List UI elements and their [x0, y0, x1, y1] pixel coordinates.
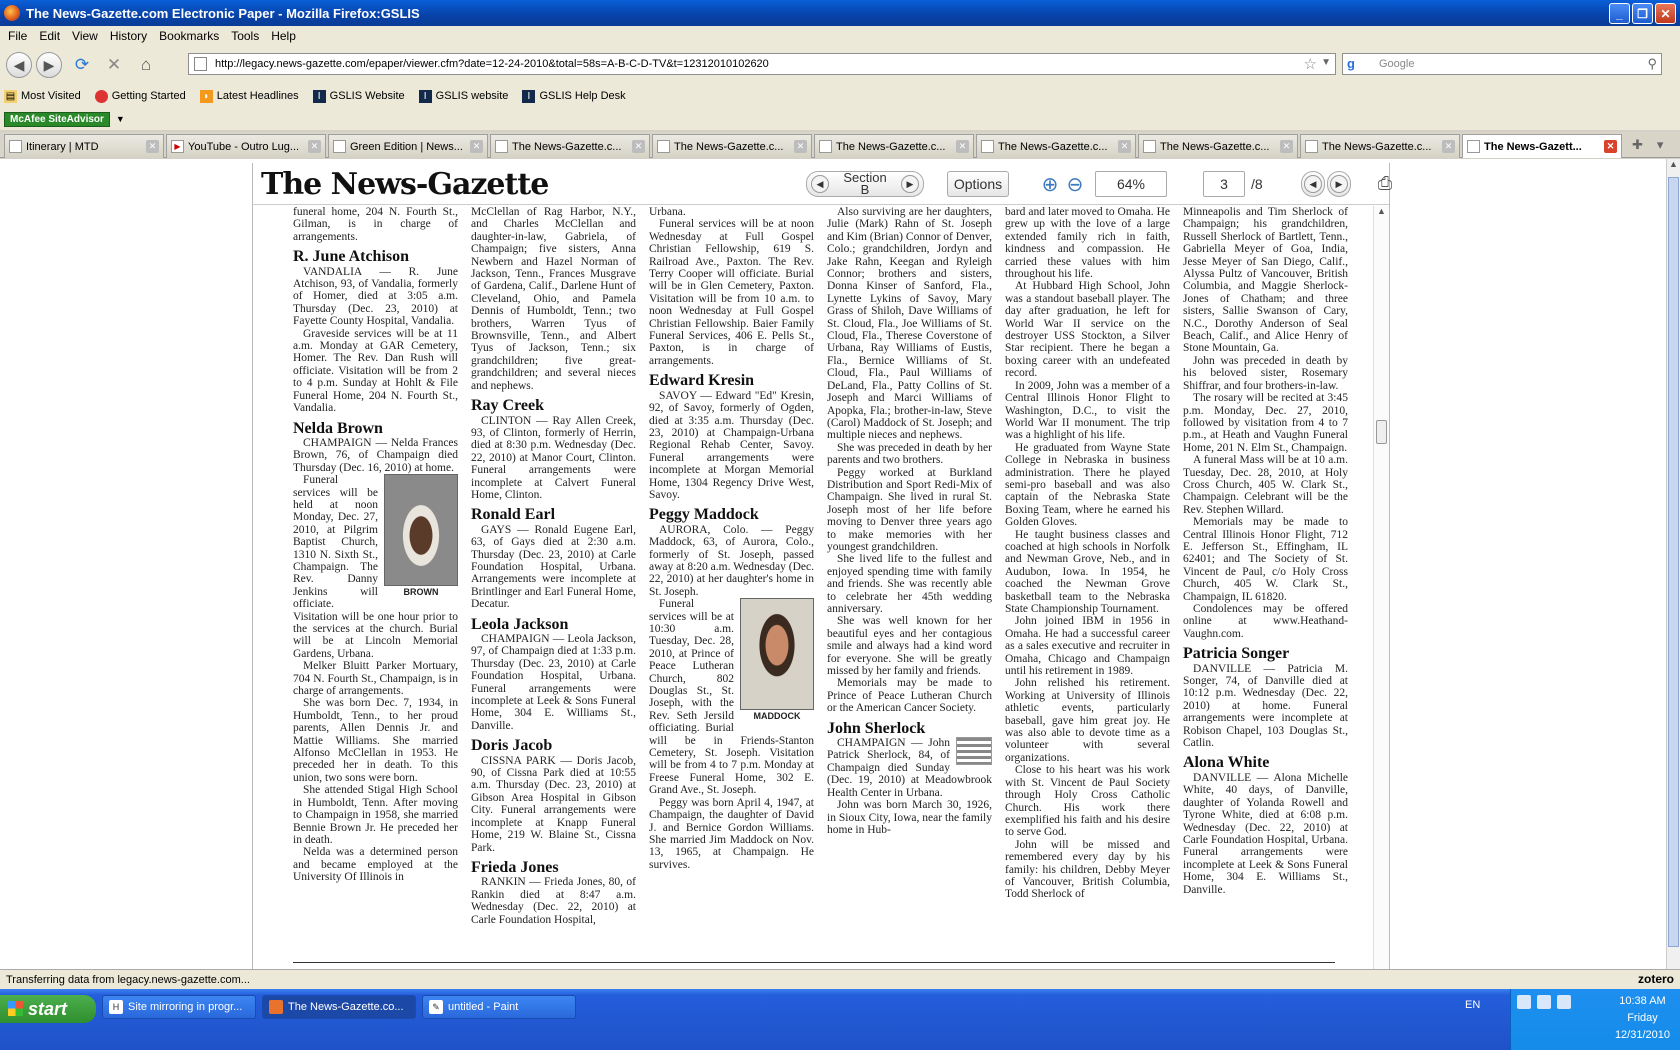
mcafee-siteadvisor-button[interactable]: McAfee SiteAdvisor	[4, 112, 110, 127]
article-text: Condolences may be offered online at www.Heathand-Vaughn.com.	[1183, 603, 1348, 640]
article-text: Memorials may be made to Central Illinois Honor Flight, 712 E. Jefferson St., Effingham, IL 62401; and The Society of St. Vincent de Paul, c/o Holy Cross Church, 405 W. Clark St., Champaign, IL 61820.	[1183, 516, 1348, 603]
bookmark-label[interactable]: Latest Headlines	[216, 90, 299, 102]
article-text: She was born Dec. 7, 1934, in Humboldt, Tenn., to her proud parents, Allen Dennis Jr. and Mattie Williams. She married Alfonso McClellan in 1953. He preceded her in death. To this union, two sons were born.	[293, 697, 458, 784]
tab-label[interactable]: The News-Gazett...	[1484, 140, 1582, 153]
flag-icon	[956, 737, 992, 765]
illinois-icon: I	[313, 90, 326, 103]
reload-icon[interactable]: ⟳	[74, 55, 90, 74]
article-text: Funeral services will be at noon Wednesday at Full Gospel Christian Fellowship, 619 S. Railroad Ave., Paxton. The Rev. Terry Cooper will officiate. Burial will be in Glen Cemetery, Paxton. Visitation will be from 10 a.m. to noon Wednesday at Full Gospel Christian Fellowship. Baier Family Funeral Services, 406 E. Pells St., Paxton, is in charge of arrangements.	[649, 218, 814, 367]
url-dropdown-icon[interactable]: ▼	[1321, 57, 1331, 68]
bookmark-latest-headlines[interactable]	[200, 90, 299, 103]
article-text: McClellan of Rag Harbor, N.Y., and Charles McClellan and daughter-in-law, Gabriela, of Champaign; five sisters, Anna Newbern and Hazel Norman of Jackson, Tenn., Frances Musgrave of Gardena, Calif., Darlene Hunt of Cleveland, Ohio, and Pamela Dennis of Humboldt, Tenn.; two brothers, Warren Tyus of Brownsville, Tenn., and Albert Tyus of Jackson, Tenn.; six grandchildren; five great-grandchildren; and several nieces and nephews.	[471, 206, 636, 392]
windows-taskbar	[0, 989, 1680, 1050]
article-text: CLINTON — Ray Allen Creek, 93, of Clinton, formerly of Herrin, died at 8:30 p.m. Wednesday (Dec. 22, 2010) at Manor Court, Clinton. Funeral arrangements were incomplete at Calvert Funeral Home, Clinton.	[471, 414, 636, 501]
section-label: Section	[843, 170, 887, 185]
bookmark-getting-started[interactable]	[95, 90, 186, 103]
tab-green-edition[interactable]	[328, 134, 488, 158]
status-text: Transferring data from legacy.news-gazette.com...	[6, 973, 250, 986]
tab-label[interactable]: Itinerary | MTD	[26, 140, 99, 153]
tab-label[interactable]: The News-Gazette.c...	[1322, 140, 1432, 153]
search-box[interactable]	[1342, 53, 1662, 75]
article-text: DANVILLE — Alona Michelle White, 40 days, of Danville, daughter of Yolanda Rowell and Tyrone White, died at 6:08 p.m. Wednesday (Dec. 22, 2010) at Carle Foundation Hospital, Urbana. Funeral arrangements were incomplete at Leek & Sons Funeral Home, 304 E. Williams St., Danville.	[1183, 771, 1348, 896]
obituary-heading: Ray Creek	[471, 397, 545, 415]
section-selector[interactable]	[806, 171, 924, 197]
article-text: She lived life to the fullest and enjoyed spending time with family and friends. She was recently able to celebrate her 45th wedding anniversary.	[827, 553, 992, 615]
clock[interactable]	[1615, 993, 1670, 1044]
tab-label[interactable]: YouTube - Outro Lug...	[188, 140, 300, 153]
tab-close-icon[interactable]: ✕	[146, 140, 159, 153]
article-text: CISSNA PARK — Doris Jacob, 90, of Cissna Park died at 10:55 a.m. Thursday (Dec. 23, 2010) at Gibson Area Hospital in Gibson City. Funeral arrangements were incomplete at Knapp Funeral Home, 219 W. Blaine St., Cissna Park.	[471, 754, 636, 854]
news-gazette-logo: The News-Gazette	[261, 167, 549, 202]
tab-news-gazette-6[interactable]	[1300, 134, 1460, 158]
tab-news-gazette-4[interactable]	[976, 134, 1136, 158]
obituary-heading: Alona White	[1183, 754, 1270, 772]
tab-itinerary[interactable]	[4, 134, 164, 158]
article-text: Nelda was a determined person and became employed at the University Of Illinois in	[293, 846, 458, 884]
article-text: GAYS — Ronald Eugene Earl, 63, of Gays died at 2:30 a.m. Thursday (Dec. 23, 2010) at Carle Foundation Hospital, Urbana. Arrangements were incomplete at Brintlinger and Earl Funeral Home, Decatur.	[471, 523, 636, 611]
zoom-out-icon[interactable]: ⊖	[1066, 173, 1084, 196]
tab-close-icon[interactable]: ✕	[1604, 140, 1617, 153]
bookmark-most-visited[interactable]	[4, 90, 81, 103]
tab-label[interactable]: The News-Gazette.c...	[512, 140, 622, 153]
tab-close-icon[interactable]: ✕	[632, 140, 645, 153]
article-text: Close to his heart was his work with St. Vincent de Paul Society through Holy Cross Catholic Church. His work there exemplified his faith and his desire to serve God.	[1005, 764, 1170, 839]
column-1	[293, 206, 458, 956]
photo-brown	[384, 474, 458, 598]
page-icon	[1305, 140, 1318, 153]
section-value: B	[860, 182, 870, 197]
minimize-button[interactable]: _	[1609, 3, 1630, 24]
task-label[interactable]: The News-Gazette.co...	[288, 1001, 404, 1013]
firefox-bookmark-icon	[95, 90, 108, 103]
page-icon	[495, 140, 508, 153]
article-text: He graduated from Wayne State College in Nebraska in business administration. There he played semi-pro baseball and was also captain of the Nebraska State Boxing Team, where he earned his Golden Gloves.	[1005, 441, 1170, 529]
scroll-up-icon[interactable]: ▲	[1377, 206, 1386, 216]
stop-icon[interactable]: ✕	[106, 55, 122, 74]
obituary-heading: Frieda Jones	[471, 858, 559, 876]
tab-close-icon[interactable]: ✕	[308, 140, 321, 153]
tab-favicon-icon	[333, 140, 346, 153]
article-text: CHAMPAIGN — John Patrick Sherlock, 84, of Champaign died Sunday (Dec. 19, 2010) at Meadowbrook Health Center in Urbana.	[827, 737, 992, 799]
bookmark-label[interactable]: Most Visited	[21, 90, 81, 102]
article-text: Urbana.	[649, 206, 686, 218]
menu-help[interactable]: Help	[271, 29, 296, 43]
illinois-icon: I	[419, 90, 432, 103]
obituary-heading: Patricia Songer	[1183, 645, 1290, 663]
illinois-icon: I	[522, 90, 535, 103]
clock-day: Friday	[1627, 1012, 1658, 1024]
article-text: Peggy worked at Burkland Distribution and Sport Redi-Mix of Champaign. She lived in rural St. Joseph most of her life before moving to Denver three years ago to make memories with her youngest grandchildren.	[827, 466, 992, 553]
tab-label[interactable]: The News-Gazette.c...	[1160, 140, 1270, 153]
article-text: John was born March 30, 1926, in Sioux City, Iowa, near the family home in Hub-	[827, 799, 992, 836]
viewer-scrollbar[interactable]	[1373, 206, 1389, 969]
tab-label[interactable]: The News-Gazette.c...	[998, 140, 1108, 153]
article-text: She was preceded in death by her parents and two brothers.	[827, 441, 992, 467]
task-label[interactable]: Site mirroring in progr...	[128, 1001, 243, 1013]
bookmark-label[interactable]: GSLIS website	[435, 90, 509, 102]
viewer-scroll-thumb[interactable]	[1376, 420, 1387, 444]
firefox-icon	[4, 5, 20, 21]
url-bar[interactable]	[188, 53, 1336, 75]
clock-time: 10:38 AM	[1619, 995, 1666, 1007]
photo-caption: BROWN	[403, 587, 439, 598]
menu-view[interactable]: View	[72, 29, 98, 43]
newspaper-page	[253, 206, 1373, 969]
article-text: VANDALIA — R. June Atchison, 93, of Vandalia, formerly of Homer, died at 3:05 a.m. Thursday (Dec. 23, 2010) at Fayette County Hospital, Vandalia.	[293, 265, 458, 328]
article-text: RANKIN — Frieda Jones, 80, of Rankin died at 8:47 a.m. Wednesday (Dec. 22, 2010) at Carle Foundation Hospital,	[471, 876, 636, 926]
bookmark-label[interactable]: Getting Started	[111, 90, 186, 102]
options-button[interactable]: Options	[947, 171, 1009, 197]
tab-news-gazette-active[interactable]	[1462, 134, 1622, 158]
tab-strip	[0, 132, 1680, 158]
restore-button[interactable]: ❐	[1632, 3, 1653, 24]
tab-close-icon[interactable]: ✕	[1118, 140, 1131, 153]
tab-news-gazette-1[interactable]	[490, 134, 650, 158]
article-text: DANVILLE — Patricia M. Songer, 74, of Danville died at 10:12 p.m. Wednesday (Dec. 22, 2010) at home. Funeral arrangements were incomplete at Robison Chapel, 103 Douglas St., Catlin.	[1183, 662, 1348, 750]
menu-file[interactable]: File	[8, 29, 28, 43]
article-text: Graveside services will be at 11 a.m. Monday at GAR Cemetery, Homer. The Rev. Dan Rush will officiate. Visitation will be from 2 to 4 p.m. Sunday at Hohlt & File Funeral Home, 204 N. Fourth St., Vandalia.	[293, 327, 458, 415]
article-text: John relished his retirement. Working at University of Illinois athletic events, particularly baseball, gave him great joy. He was also able to devote time as a volunteer with several organizations.	[1005, 677, 1170, 764]
article-text: Melker Bluitt Parker Mortuary, 704 N. Fourth St., Champaign, is in charge of arrangements.	[293, 660, 458, 698]
zoom-level[interactable]: 64%	[1095, 171, 1167, 197]
article-text: bard and later moved to Omaha. He grew up with the love of a large extended family rich in faith, kindness and compassion. He carried these values with him throughout his life.	[1005, 206, 1170, 281]
bookmark-label[interactable]: GSLIS Website	[329, 90, 405, 102]
firefox-icon	[269, 1000, 283, 1014]
bookmark-gslis-help-desk[interactable]	[522, 90, 625, 103]
search-icon[interactable]: ⚲	[1647, 56, 1657, 71]
article-text: CHAMPAIGN — Leola Jackson, 97, of Champaign died at 1:33 p.m. Thursday (Dec. 23, 2010) at Carle Foundation Hospital, Urbana. Funeral arrangements were incomplete at Leek & Sons Funeral Home, 304 E. Williams St., Danville.	[471, 633, 636, 732]
tab-label[interactable]: The News-Gazette.c...	[836, 140, 946, 153]
menu-tools[interactable]: Tools	[231, 29, 260, 43]
column-4	[827, 206, 992, 956]
search-placeholder[interactable]: Google	[1379, 58, 1415, 70]
article-text: John will be missed and remembered every day by his family: his children, Debby Meyer of Vancouver, British Columbia, Todd Sherlock of	[1005, 838, 1170, 901]
article-text: In 2009, John was a member of a Central Illinois Honor Flight to Washington, D.C., to visit the World War II monument. The trip was a highlight of his life.	[1005, 379, 1170, 442]
window-titlebar	[0, 0, 1680, 26]
obituary-heading: Leola Jackson	[471, 615, 569, 633]
url-text[interactable]: http://legacy.news-gazette.com/epaper/viewer.cfm?date=12-24-2010&total=58s=A-B-C-D-TV&t=12312010102620	[215, 58, 769, 70]
google-icon[interactable]: g	[1347, 56, 1355, 71]
tab-news-gazette-2[interactable]	[652, 134, 812, 158]
article-text: CHAMPAIGN — Nelda Frances Brown, 76, of Champaign died Thursday (Dec. 16, 2010) at home.	[293, 436, 458, 474]
photo-caption: MADDOCK	[753, 711, 801, 722]
prev-page-icon[interactable]: ◀	[1301, 171, 1325, 197]
tab-youtube[interactable]	[166, 134, 326, 158]
obituary-heading: Peggy Maddock	[649, 506, 759, 524]
column-6	[1183, 206, 1348, 956]
article-text: funeral home, 204 N. Fourth St., Gilman, is in charge of arrangements.	[293, 206, 458, 243]
tab-close-icon[interactable]: ✕	[794, 140, 807, 153]
window-title: The News-Gazette.com Electronic Paper - Mozilla Firefox:GSLIS	[26, 5, 420, 21]
article-text: The rosary will be recited at 3:45 p.m. Monday, Dec. 27, 2010, followed by visitation from 4 to 7 p.m., at Heath and Vaughn Funeral Home, 201 N. Elm St., Champaign.	[1183, 392, 1348, 454]
tab-label[interactable]: The News-Gazette.c...	[674, 140, 784, 153]
page-total: /8	[1251, 176, 1263, 192]
article-text: John joined IBM in 1956 in Omaha. He had a successful career as a sales executive and recruiter in Omaha, Chicago and Champaign until his retirement in 1989.	[1005, 615, 1170, 678]
article-text: At Hubbard High School, John was a standout baseball player. The day after graduation, he left for World War II service on the destroyer USS Stockton, a Silver Star recipient. There he began a boxing career with an undefeated record.	[1005, 280, 1170, 380]
forward-button[interactable]: ▶	[36, 52, 62, 78]
tab-news-gazette-3[interactable]	[814, 134, 974, 158]
status-bar	[0, 969, 1680, 989]
menu-bookmarks[interactable]: Bookmarks	[159, 29, 220, 43]
obituary-heading: Ronald Earl	[471, 506, 556, 524]
tray-network-icon[interactable]	[1517, 995, 1531, 1009]
column-5	[1005, 206, 1170, 956]
tab-close-icon[interactable]: ✕	[1280, 140, 1293, 153]
zotero-button[interactable]: zotero	[1638, 972, 1674, 986]
page-number-input[interactable]: 3	[1203, 171, 1245, 197]
article-text: Funeral services will be at 10:30 a.m. Tuesday, Dec. 28, 2010, at Prince of Peace Lutheran Church, 802 Douglas St., St. Joseph, with the Rev. Seth Jersild officiating. Burial will be in Friends-Stanton Cemetery, St. Joseph. Visitation will be from 4 to 7 p.m. Monday at Freese Funeral Home, 302 E. Grand Ave., St. Joseph.	[649, 598, 814, 797]
epaper-viewer	[252, 163, 1393, 969]
bookmark-label[interactable]: GSLIS Help Desk	[539, 90, 626, 102]
page-icon	[657, 140, 670, 153]
section-next-icon[interactable]: ▶	[901, 175, 919, 193]
column-2	[471, 206, 636, 956]
tab-favicon-icon	[9, 140, 22, 153]
mcafee-dropdown-icon[interactable]: ▼	[115, 114, 125, 124]
tab-news-gazette-5[interactable]	[1138, 134, 1298, 158]
menu-history[interactable]: History	[109, 29, 148, 43]
close-window-button[interactable]: ✕	[1655, 3, 1676, 24]
article-text: A funeral Mass will be at 10 a.m. Tuesday, Dec. 28, 2010, at Holy Cross Church, 405 W. Clark St., Champaign. Celebrant will be the Rev. Stephen Willard.	[1183, 454, 1348, 516]
task-label[interactable]: untitled - Paint	[448, 1001, 519, 1013]
clock-date: 12/31/2010	[1614, 1029, 1670, 1041]
article-text: She attended Stigal High School in Humboldt, Tenn. After moving to Champaign in 1958, she married Bennie Brown Jr. He preceded her in death.	[293, 784, 458, 846]
navigation-toolbar	[0, 46, 1680, 84]
article-text: Memorials may be made to Prince of Peace Lutheran Church or the American Cancer Society.	[827, 677, 992, 715]
scroll-up-icon[interactable]: ▲	[1669, 159, 1678, 169]
page-scrollbar[interactable]	[1666, 159, 1680, 969]
page-content	[0, 159, 1666, 969]
article-text: Also surviving are her daughters, Julie (Mark) Rahn of St. Joseph and Kim (Brian) Connor of Denver, Colo.; grandchildren, Jordyn and Jake Rahn, Keegan and Ryleigh Connor; brothers and sisters, Donna Kinser of Sanford, Fla., Lynette Lykins of Savoy, Mary Grass of Shiloh, Dave Williams of St. Cloud, Fla., Joe Williams of St. Cloud, Fla., Therese Coverstone of Urbana, Ray Williams of Eustis, Fla., Bernice Williams of St. Cloud, Fla., Paul Williams of DeLand, Fla., Patty Collins of St. Joseph and Marci Williams of Apopka, Fla.; brother-in-law, Steve (Carol) Maddock of St. Joseph; and multiple nieces and nephews.	[827, 206, 992, 442]
page-icon	[981, 140, 994, 153]
rss-icon: ◗	[200, 90, 213, 103]
obituary-heading: Nelda Brown	[293, 419, 383, 437]
article-text: Peggy was born April 4, 1947, at Champaign, the daughter of David J. and Bernice Gordon Williams. She married Jim Maddock on Nov. 13, 1965, at Champaign. He survives.	[649, 796, 814, 871]
page-icon	[819, 140, 832, 153]
bookmarks-toolbar	[0, 84, 1680, 108]
folder-icon: ▤	[5, 90, 16, 102]
page-icon	[1467, 140, 1480, 153]
obituary-heading: Doris Jacob	[471, 737, 553, 755]
zoom-in-icon[interactable]: ⊕	[1041, 173, 1059, 196]
bookmark-gslis-website[interactable]	[313, 90, 405, 103]
article-text: John was preceded in death by his beloved sister, Rosemary Shiffrar, and four brothers-in-law.	[1183, 354, 1348, 392]
task-firefox[interactable]	[262, 995, 416, 1019]
bookmark-gslis-website-2[interactable]	[419, 90, 509, 103]
article-text: Minneapolis and Tim Sherlock of Champaign; his grandchildren, Russell Sherlock of Bartlett, Tenn., Gabriella Meyer of Goa, India, Jesse Meyer of San Diego, Calif., Alyssa Pultz of Vancouver, British Columbia, and Maggie Sherlock-Jones of Chatham; and three sisters, Sallie Swanson of Cary, N.C., Dorothy Anderson of Seal Beach, Calif., and Alice Henry of Stone Mountain, Ga.	[1183, 206, 1348, 355]
article-text: SAVOY — Edward "Ed" Kresin, 92, of Savoy, formerly of Ogden, died at 3:35 a.m. Thursday (Dec. 23, 2010) at Champaign-Urbana Regional Rehab Center, Savoy. Funeral arrangements were incomplete at Morgan Memorial Home, 1304 Regency Drive West, Savoy.	[649, 389, 814, 501]
menu-edit[interactable]: Edit	[39, 29, 61, 43]
article-text: She was well known for her beautiful eyes and her contagious smile and always had a kind word for everyone. She will be greatly missed by her family and friends.	[827, 615, 992, 678]
page-icon	[194, 57, 207, 71]
page-scroll-thumb[interactable]	[1668, 177, 1679, 947]
menu-bar	[0, 26, 1680, 46]
tab-close-icon[interactable]: ✕	[470, 140, 483, 153]
column-3	[649, 206, 814, 956]
tab-close-icon[interactable]: ✕	[956, 140, 969, 153]
page-icon	[1143, 140, 1156, 153]
photo-maddock	[740, 598, 814, 722]
article-text: He taught business classes and coached at high schools in Norfolk and Newman Grove, Neb., and in Audubon, Iowa. In 1954, he coached the Newman Grove basketball team to the Nebraska State Championship Tournament.	[1005, 528, 1170, 615]
youtube-icon: ▶	[171, 140, 184, 153]
obituary-heading: R. June Atchison	[293, 248, 410, 266]
system-tray	[1465, 989, 1680, 1050]
tray-mcafee-icon[interactable]	[1537, 995, 1551, 1009]
back-button[interactable]: ◀	[6, 52, 32, 78]
next-page-icon[interactable]: ▶	[1327, 171, 1351, 197]
article-text: Funeral services will be held at noon Monday, Dec. 27, 2010, at Pilgrim Baptist Church, 1310 N. Sixth St., Champaign. The Rev. Danny Jenkins will officiate. Visitation will be one hour prior to the services at the church. Burial will be at Lincoln Memorial Gardens, Urbana.	[293, 474, 458, 660]
language-indicator[interactable]: EN	[1465, 999, 1481, 1011]
home-icon[interactable]: ⌂	[140, 55, 152, 74]
obituary-heading: John Sherlock	[827, 719, 926, 737]
task-site-mirroring[interactable]	[102, 995, 256, 1019]
print-icon[interactable]: ⎙	[1377, 173, 1393, 193]
article-text: AURORA, Colo. — Peggy Maddock, 63, of Aurora, Colo., formerly of St. Joseph, passed away at 8:20 a.m. Wednesday (Dec. 22, 2010) at her daughter's home in St. Joseph.	[649, 523, 814, 598]
mcafee-toolbar	[0, 108, 1680, 130]
page-bottom-rule	[293, 962, 1335, 963]
start-button[interactable]: start	[0, 995, 96, 1023]
httrack-icon: H	[109, 1000, 123, 1014]
task-paint[interactable]	[422, 995, 576, 1019]
obituary-heading: Edward Kresin	[649, 372, 755, 390]
tab-close-icon[interactable]: ✕	[1442, 140, 1455, 153]
tray-volume-icon[interactable]	[1557, 995, 1571, 1009]
paint-icon: ✎	[429, 1000, 443, 1014]
new-tab-icon[interactable]: ✚	[1632, 136, 1643, 152]
viewer-toolbar	[253, 163, 1393, 205]
tab-list-icon[interactable]: ▾	[1656, 136, 1664, 152]
bookmark-star-icon[interactable]: ☆	[1303, 56, 1317, 73]
section-prev-icon[interactable]: ◀	[811, 175, 829, 193]
tab-label[interactable]: Green Edition | News...	[350, 140, 463, 153]
